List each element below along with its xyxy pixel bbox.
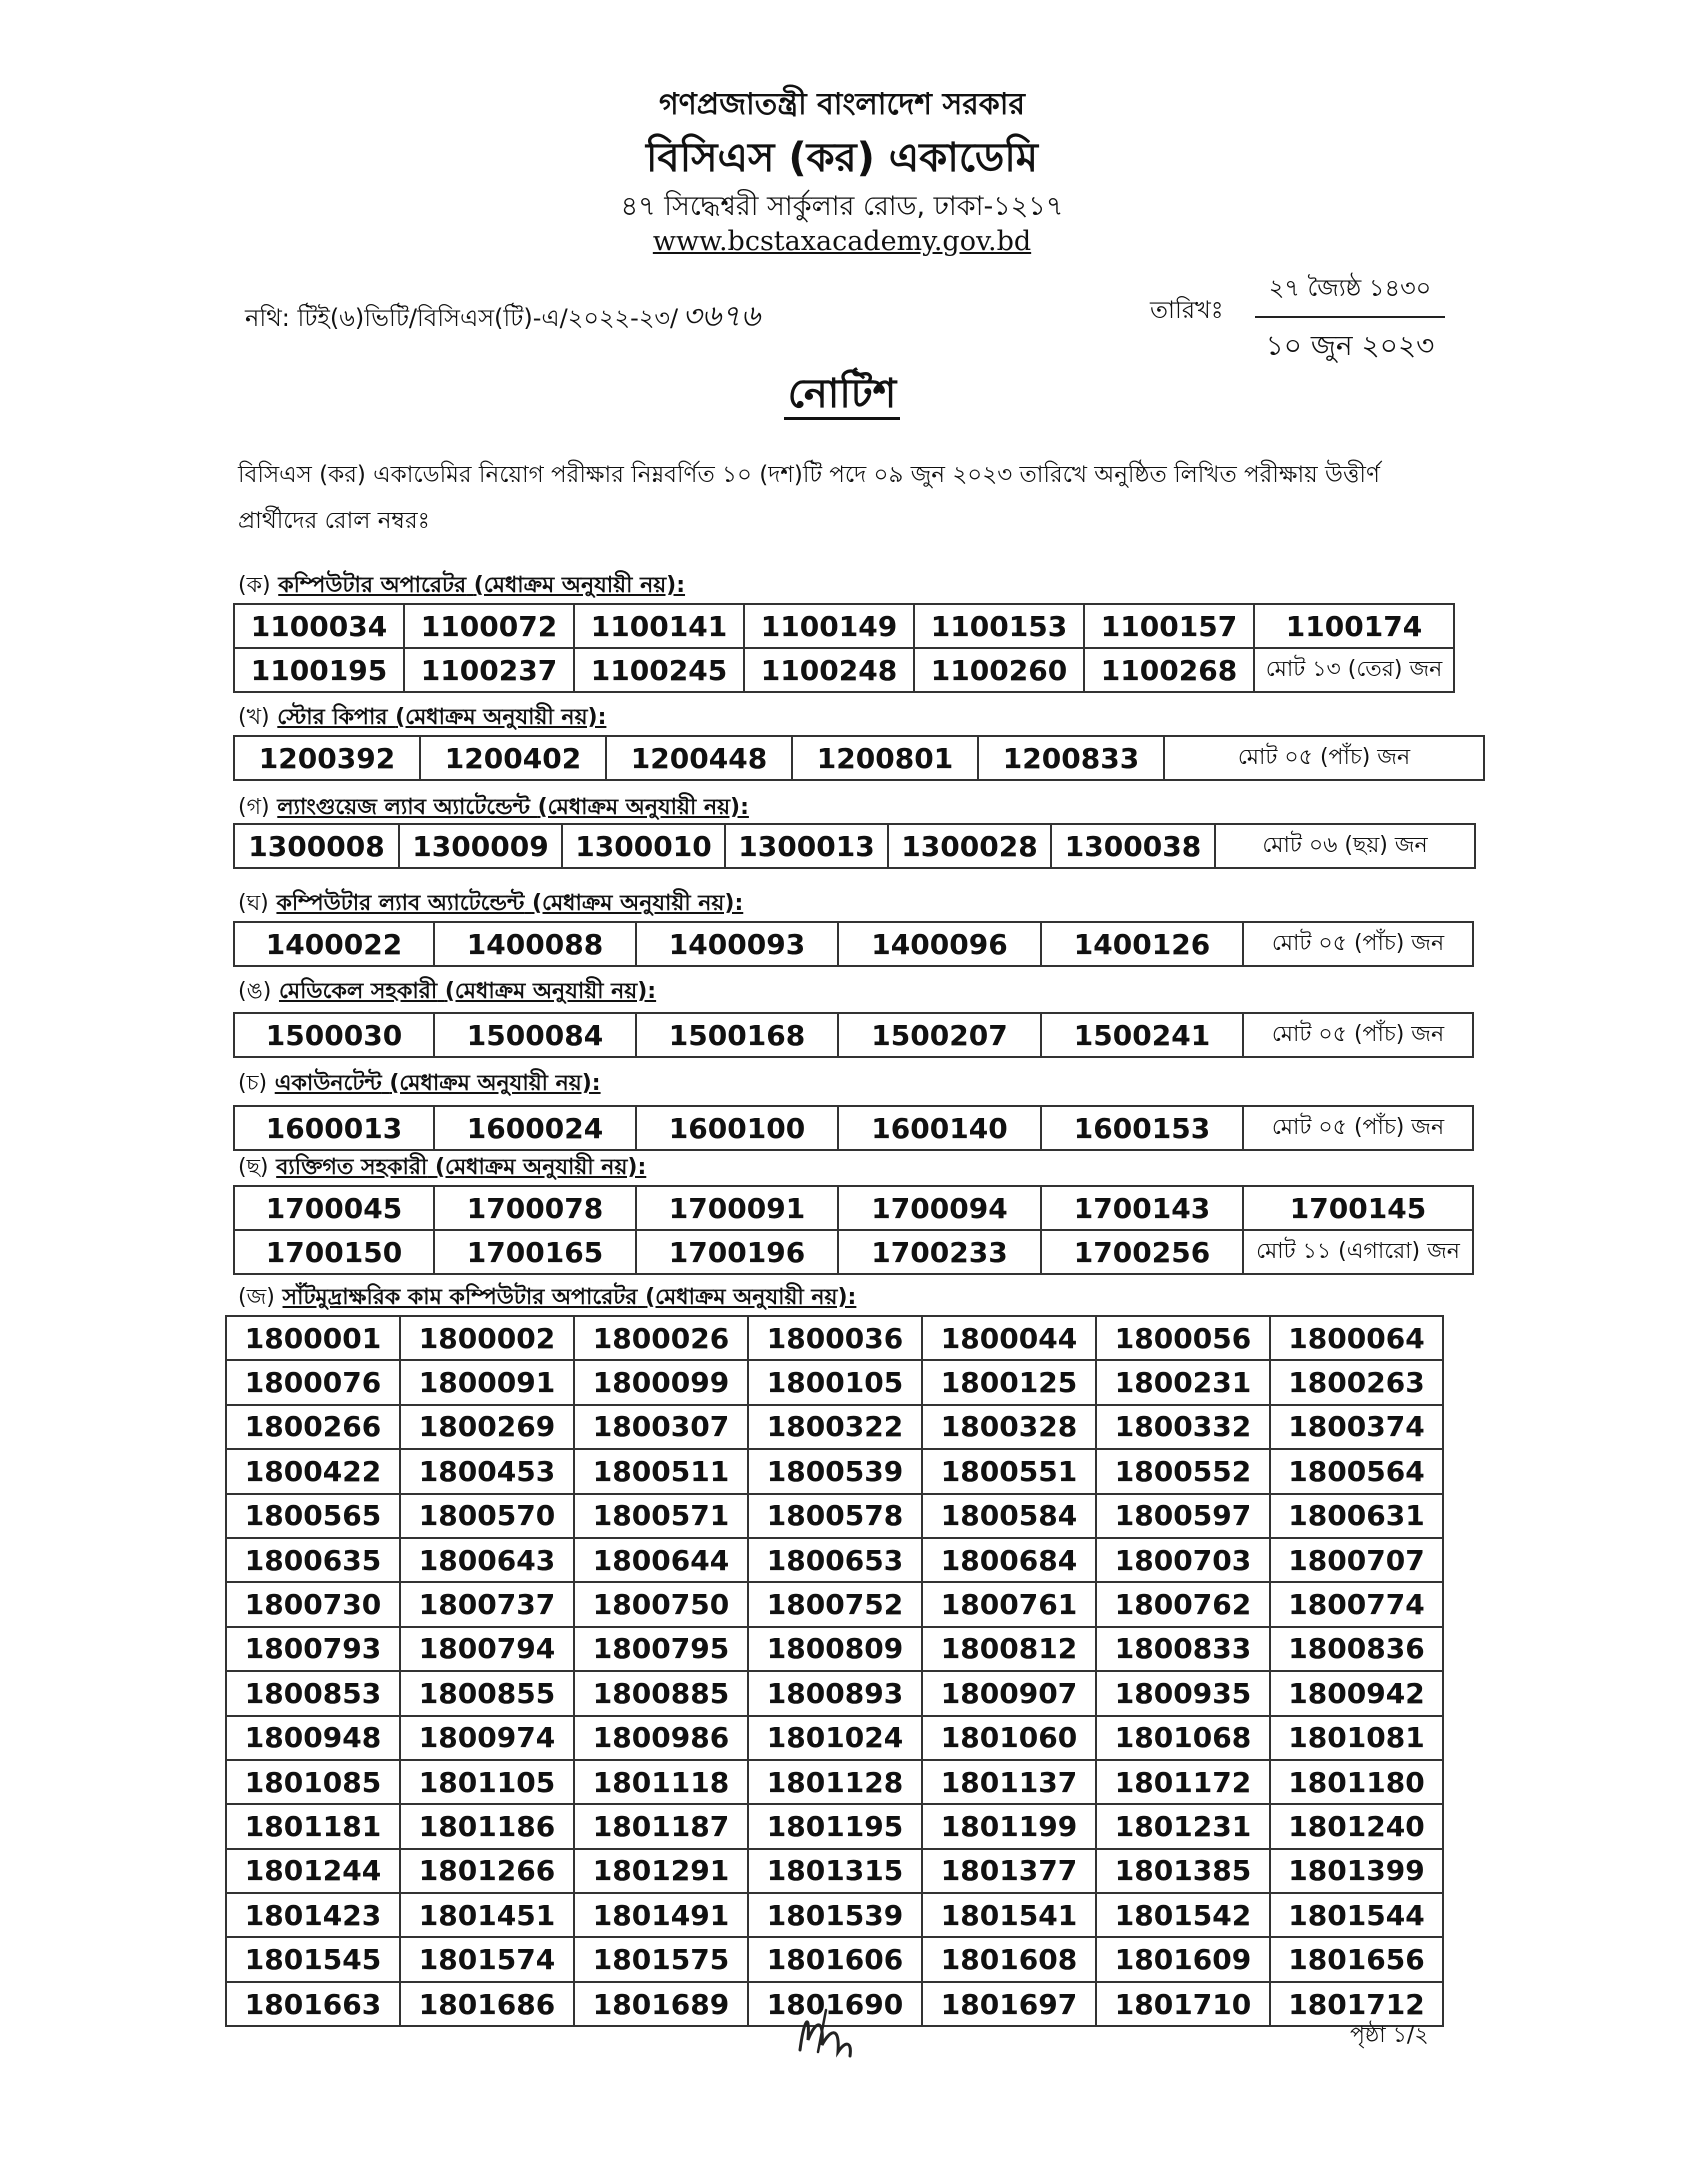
roll-number: 1801137 [922,1760,1096,1804]
roll-number: 1800809 [748,1627,922,1671]
roll-number: 1801186 [400,1804,574,1848]
roll-number: 1800762 [1096,1582,1270,1626]
roll-number: 1801291 [574,1849,748,1893]
roll-number: 1700078 [434,1186,636,1230]
roll-number: 1600100 [636,1106,838,1150]
post-name: ল্যাংগুয়েজ ল্যাব অ্যাটেন্ডেন্ট [277,795,530,820]
table-row [234,648,1454,692]
roll-number: 1800332 [1096,1405,1270,1449]
roll-number: 1801199 [922,1804,1096,1848]
roll-number: 1801663 [226,1982,400,2026]
section-marker: (ছ) [238,1155,269,1180]
roll-number: 1801081 [1270,1716,1443,1760]
post-name: স্টোর কিপার [277,705,388,730]
roll-number: 1801377 [922,1849,1096,1893]
memo-label: নথি: [245,304,290,332]
roll-number: 1801539 [748,1893,922,1937]
roll-number: 1600140 [838,1106,1041,1150]
total-count: মোট ০৫ (পাঁচ) জন [1243,922,1473,966]
roll-number: 1600153 [1041,1106,1243,1150]
roll-number: 1801105 [400,1760,574,1804]
post-name: ব্যক্তিগত সহকারী [276,1155,428,1180]
roll-number: 1800730 [226,1582,400,1626]
roll-number: 1200402 [420,736,606,780]
roll-number: 1800761 [922,1582,1096,1626]
section-title [238,568,685,605]
roll-number: 1300028 [888,824,1051,868]
roll-number: 1801423 [226,1893,400,1937]
institution-name: বিসিএস (কর) একাডেমি [645,135,1038,181]
section-marker: (খ) [238,705,270,730]
roll-number: 1200448 [606,736,792,780]
roll-number: 1800328 [922,1405,1096,1449]
roll-number: 1800853 [226,1671,400,1715]
roll-number: 1800002 [400,1316,574,1360]
roll-number: 1800774 [1270,1582,1443,1626]
roll-number: 1600013 [234,1106,434,1150]
roll-number: 1801180 [1270,1760,1443,1804]
roll-number: 1800584 [922,1494,1096,1538]
table-row [234,1230,1473,1274]
roll-number: 1800076 [226,1360,400,1404]
roll-number: 1800794 [400,1627,574,1671]
roll-number: 1800539 [748,1449,922,1493]
roll-number: 1800044 [922,1316,1096,1360]
post-name: সাঁটমুদ্রাক্ষরিক কাম কম্পিউটার অপারেটর [282,1285,638,1310]
roll-number: 1800836 [1270,1627,1443,1671]
table-row [226,1316,1443,1360]
merit-note: (মেধাক্রম অনুযায়ী নয়): [537,795,749,820]
total-count: মোট ০৬ (ছয়) জন [1215,824,1475,868]
roll-number: 1800064 [1270,1316,1443,1360]
roll-number: 1700145 [1243,1186,1473,1230]
notice-title: নোটিশ [0,362,1684,429]
government-name: গণপ্রজাতন্ত্রী বাংলাদেশ সরকার [659,87,1025,122]
roll-number: 1100141 [574,604,744,648]
table-row [234,824,1475,868]
roll-number: 1700045 [234,1186,434,1230]
roll-number: 1800631 [1270,1494,1443,1538]
roll-number: 1700094 [838,1186,1041,1230]
roll-number: 1801545 [226,1937,400,1981]
roll-number: 1800552 [1096,1449,1270,1493]
roll-number: 1801689 [574,1982,748,2026]
section-title [238,974,656,1011]
table-row [226,1627,1443,1671]
section-marker: (ঙ) [238,979,272,1004]
table-row [226,1494,1443,1538]
roll-number: 1100072 [404,604,574,648]
roll-number: 1800907 [922,1671,1096,1715]
roll-number: 1800036 [748,1316,922,1360]
roll-number: 1100157 [1084,604,1254,648]
roll-number: 1801656 [1270,1937,1443,1981]
roll-number: 1700196 [636,1230,838,1274]
roll-number: 1801399 [1270,1849,1443,1893]
table-row [234,1186,1473,1230]
roll-number: 1400088 [434,922,636,966]
roll-number: 1700143 [1041,1186,1243,1230]
signature [790,1990,860,2070]
roll-number: 1100237 [404,648,574,692]
roll-number: 1800231 [1096,1360,1270,1404]
roll-number: 1801118 [574,1760,748,1804]
table-row [226,1538,1443,1582]
roll-number: 1801575 [574,1937,748,1981]
roll-number: 1800565 [226,1494,400,1538]
section-title [238,886,743,923]
table-row [226,1804,1443,1848]
table-row [226,1760,1443,1804]
roll-number: 1801609 [1096,1937,1270,1981]
roll-number: 1400126 [1041,922,1243,966]
roll-number: 1801195 [748,1804,922,1848]
roll-number: 1800635 [226,1538,400,1582]
table-row [226,1405,1443,1449]
roll-number: 1800105 [748,1360,922,1404]
roll-number: 1800793 [226,1627,400,1671]
section-marker: (ঘ) [238,891,269,916]
roll-number: 1100149 [744,604,914,648]
roll-number: 1801697 [922,1982,1096,2026]
merit-note: (মেধাক্রম অনুযায়ী নয়): [434,1155,647,1180]
roll-number: 1700091 [636,1186,838,1230]
post-name: একাউনটেন্ট [274,1071,382,1096]
roll-number: 1801690 [748,1982,922,2026]
roll-number: 1800056 [1096,1316,1270,1360]
total-count: মোট ১১ (এগারো) জন [1243,1230,1473,1274]
section-marker: (গ) [238,795,270,820]
memo-number [245,292,760,343]
roll-number: 1800893 [748,1671,922,1715]
table-row [226,1893,1443,1937]
roll-number: 1500084 [434,1013,636,1057]
table-row [234,1106,1473,1150]
roll-number: 1400093 [636,922,838,966]
section-title [238,1280,856,1317]
date-gregorian: ১০ জুন ২০২৩ [1265,329,1435,362]
roll-number: 1801542 [1096,1893,1270,1937]
roll-number: 1800737 [400,1582,574,1626]
roll-number: 1800511 [574,1449,748,1493]
roll-number: 1801544 [1270,1893,1443,1937]
roll-number: 1800653 [748,1538,922,1582]
post-name: কম্পিউটার ল্যাব অ্যাটেন্ডেন্ট [276,891,525,916]
table-row [226,1849,1443,1893]
roll-number: 1800974 [400,1716,574,1760]
roll-number: 1800578 [748,1494,922,1538]
roll-number: 1300010 [562,824,725,868]
page-number: পৃষ্ঠা ১/২ [1350,2023,1429,2048]
table-row [226,1449,1443,1493]
roll-number: 1800986 [574,1716,748,1760]
table-row [234,604,1454,648]
roll-number: 1800570 [400,1494,574,1538]
section-title [238,1150,646,1187]
roll-number: 1500207 [838,1013,1041,1057]
date-bangla: ২৭ জ্যৈষ্ঠ ১৪৩০ [1255,270,1445,318]
roll-number: 1700165 [434,1230,636,1274]
roll-number: 1800571 [574,1494,748,1538]
roll-number: 1800125 [922,1360,1096,1404]
roll-number: 1801541 [922,1893,1096,1937]
roll-number: 1801181 [226,1804,400,1848]
roll-number: 1801172 [1096,1760,1270,1804]
table-row [234,1013,1473,1057]
roll-number: 1801060 [922,1716,1096,1760]
roll-number: 1300038 [1051,824,1215,868]
roll-number: 1800307 [574,1405,748,1449]
merit-note: (মেধাক্রম অনুযায়ী নয়): [389,1071,601,1096]
roll-number: 1800948 [226,1716,400,1760]
total-count: মোট ১৩ (তের) জন [1254,648,1454,692]
roll-number: 1800795 [574,1627,748,1671]
roll-number: 1800322 [748,1405,922,1449]
roll-number: 1801608 [922,1937,1096,1981]
merit-note: (মেধাক্রম অনুযায়ী নয়): [444,979,657,1004]
roll-number: 1800269 [400,1405,574,1449]
roll-number: 1800935 [1096,1671,1270,1715]
table-row [226,1671,1443,1715]
roll-number: 1800564 [1270,1449,1443,1493]
post-name: মেডিকেল সহকারী [278,979,438,1004]
roll-table [225,1315,1444,2027]
roll-number: 1100174 [1254,604,1454,648]
roll-number: 1600024 [434,1106,636,1150]
merit-note: (মেধাক্রম অনুযায়ী নয়): [395,705,607,730]
roll-number: 1801068 [1096,1716,1270,1760]
table-row [226,1716,1443,1760]
roll-number: 1800885 [574,1671,748,1715]
roll-number: 1200801 [792,736,978,780]
roll-number: 1800812 [922,1627,1096,1671]
roll-number: 1801128 [748,1760,922,1804]
roll-number: 1800855 [400,1671,574,1715]
total-count: মোট ০৫ (পাঁচ) জন [1243,1013,1473,1057]
roll-table [233,1185,1474,1275]
section-title [238,790,749,827]
roll-number: 1800551 [922,1449,1096,1493]
roll-table [233,603,1455,693]
roll-number: 1100248 [744,648,914,692]
roll-number: 1800263 [1270,1360,1443,1404]
section-marker: (ক) [238,573,271,598]
notice-intro: বিসিএস (কর) একাডেমির নিয়োগ পরীক্ষার নিম্নবর্ণিত ১০ (দশ)টি পদে ০৯ জুন ২০২৩ তারিখে অনুষ্ঠিত লিখিত পরীক্ষায় উত্তীর্ণ প্রার্থীদের রোল নম্বরঃ [238,462,1380,534]
roll-table [233,735,1485,781]
roll-number: 1500168 [636,1013,838,1057]
roll-number: 1800752 [748,1582,922,1626]
roll-number: 1100034 [234,604,404,648]
roll-number: 1300008 [234,824,399,868]
total-count: মোট ০৫ (পাঁচ) জন [1164,736,1484,780]
table-row [226,1937,1443,1981]
section-marker: (চ) [238,1071,268,1096]
roll-number: 1801187 [574,1804,748,1848]
roll-number: 1801231 [1096,1804,1270,1848]
roll-number: 1801606 [748,1937,922,1981]
roll-number: 1801451 [400,1893,574,1937]
roll-number: 1100268 [1084,648,1254,692]
handwritten-number: ৩৬৭৬ [682,299,761,334]
roll-number: 1800266 [226,1405,400,1449]
date-block [1255,270,1445,371]
roll-number: 1500241 [1041,1013,1243,1057]
roll-number: 1200833 [978,736,1164,780]
total-count: মোট ০৫ (পাঁচ) জন [1243,1106,1473,1150]
roll-number: 1100153 [914,604,1084,648]
roll-number: 1801491 [574,1893,748,1937]
roll-number: 1801712 [1270,1982,1443,2026]
roll-number: 1400096 [838,922,1041,966]
roll-number: 1700150 [234,1230,434,1274]
roll-number: 1801686 [400,1982,574,2026]
table-row [234,736,1484,780]
post-name: কম্পিউটার অপারেটর [278,573,467,598]
roll-number: 1700233 [838,1230,1041,1274]
roll-number: 1800644 [574,1538,748,1582]
roll-number: 1800026 [574,1316,748,1360]
roll-table [233,1012,1474,1058]
table-row [226,1582,1443,1626]
merit-note: (মেধাক্রম অনুযায়ী নয়): [531,891,744,916]
roll-number: 1800422 [226,1449,400,1493]
roll-number: 1800643 [400,1538,574,1582]
roll-number: 1800942 [1270,1671,1443,1715]
section-title [238,1066,601,1103]
roll-number: 1800703 [1096,1538,1270,1582]
roll-number: 1800707 [1270,1538,1443,1582]
section-title [238,700,606,737]
roll-number: 1500030 [234,1013,434,1057]
roll-table [233,823,1476,869]
roll-number: 1801244 [226,1849,400,1893]
roll-number: 1800833 [1096,1627,1270,1671]
merit-note: (মেধাক্রম অনুযায়ী নয়): [645,1285,857,1310]
roll-number: 1800684 [922,1538,1096,1582]
roll-number: 1800001 [226,1316,400,1360]
memo-reference: টিই(৬)ভিটি/বিসিএস(টি)-এ/২০২২-২৩/ [297,304,679,332]
roll-table [233,1105,1474,1151]
roll-number: 1300013 [725,824,888,868]
roll-number: 1100245 [574,648,744,692]
table-row [226,1360,1443,1404]
section-marker: (জ) [238,1285,275,1310]
roll-number: 1801240 [1270,1804,1443,1848]
roll-table [233,921,1474,967]
roll-number: 1800597 [1096,1494,1270,1538]
roll-number: 1100195 [234,648,404,692]
roll-number: 1801085 [226,1760,400,1804]
roll-number: 1300009 [399,824,562,868]
roll-number: 1100260 [914,648,1084,692]
roll-number: 1801574 [400,1937,574,1981]
website-link[interactable]: www.bcstaxacademy.gov.bd [652,226,1032,257]
institution-address: ৪৭ সিদ্ধেশ্বরী সার্কুলার রোড, ঢাকা-১২১৭ [620,191,1064,222]
table-row [234,922,1473,966]
roll-number: 1800750 [574,1582,748,1626]
roll-number: 1800091 [400,1360,574,1404]
roll-number: 1800099 [574,1360,748,1404]
roll-number: 1801315 [748,1849,922,1893]
roll-number: 1800374 [1270,1405,1443,1449]
roll-number: 1801385 [1096,1849,1270,1893]
roll-number: 1400022 [234,922,434,966]
roll-number: 1801266 [400,1849,574,1893]
roll-number: 1700256 [1041,1230,1243,1274]
merit-note: (মেধাক্রম অনুযায়ী নয়): [473,573,686,598]
roll-number: 1801024 [748,1716,922,1760]
date-label: তারিখঃ [1150,296,1224,324]
roll-number: 1200392 [234,736,420,780]
roll-number: 1801710 [1096,1982,1270,2026]
roll-number: 1800453 [400,1449,574,1493]
